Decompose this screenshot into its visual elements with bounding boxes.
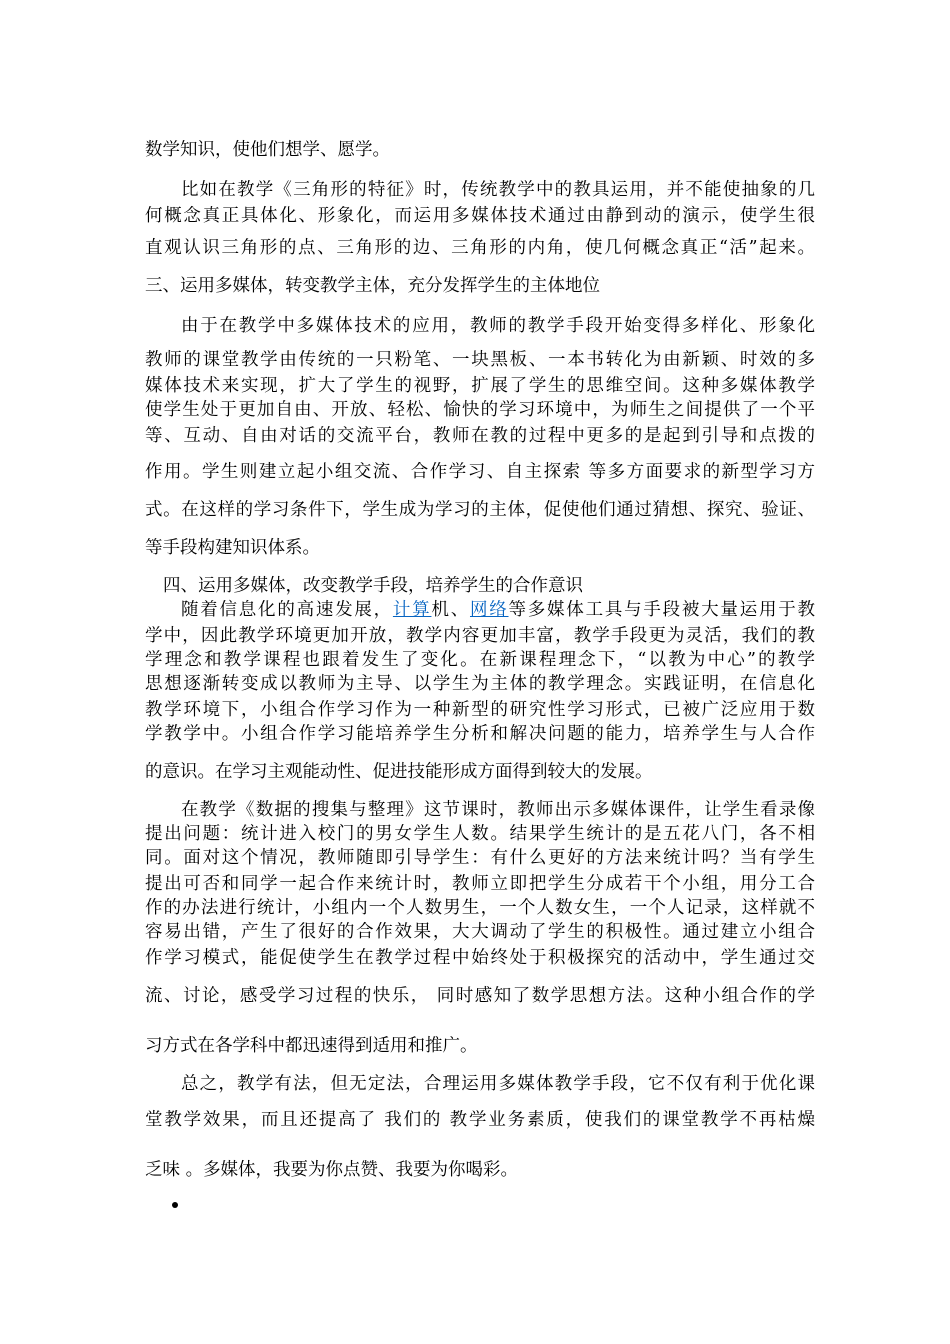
section-heading: 四、运用多媒体，改变教学手段，培养学生的合作意识 [163, 576, 583, 596]
text-span: 机、 [431, 600, 470, 620]
text-line: 提出问题：统计进入校门的男女学生人数。结果学生统计的是五花八门，各不相 [145, 824, 815, 844]
text-line: 容易出错，产生了很好的合作效果，大大调动了学生的积极性。通过建立小组合 [145, 922, 815, 942]
text-line: 作用。学生则建立起小组交流、合作学习、自主探索 等多方面要求的新型学习方 [145, 462, 815, 482]
link-jisuan[interactable]: 计算 [392, 600, 432, 620]
text-line: 由于在教学中多媒体技术的应用，教师的教学手段开始变得多样化、形象化 [181, 316, 815, 336]
text-line: 等手段构建知识体系。 [145, 538, 320, 558]
text-line: 同。面对这个情况，教师随即引导学生：有什么更好的方法来统计吗？当有学生 [145, 848, 815, 868]
text-line: 式。在这样的学习条件下，学生成为学习的主体，促使他们通过猜想、探究、验证、 [145, 500, 815, 520]
text-line: 等、互动、自由对话的交流平台，教师在教的过程中更多的是起到引导和点拨的 [145, 426, 815, 446]
text-line: 的意识。在学习主观能动性、促进技能形成方面得到较大的发展。 [145, 762, 653, 782]
text-line: 教师的课堂教学由传统的一只粉笔、一块黑板、一本书转化为由新颖、时效的多 [145, 350, 815, 370]
list-bullet [172, 1202, 178, 1208]
text-line: 数学知识，使他们想学、愿学。 [145, 140, 390, 160]
link-wangluo[interactable]: 网络 [469, 600, 509, 620]
text-line: 媒体技术来实现，扩大了学生的视野，扩展了学生的思维空间。这种多媒体教学 [145, 376, 815, 396]
text-line [181, 598, 815, 622]
text-line: 使学生处于更加自由、开放、轻松、愉快的学习环境中，为师生之间提供了一个平 [145, 400, 815, 420]
text-line: 乏味 。多媒体，我要为你点赞、我要为你喝彩。 [145, 1160, 519, 1180]
text-line: 堂教学效果，而且还提高了 我们的 教学业务素质，使我们的课堂教学不再枯燥 [145, 1110, 815, 1130]
text-span: 随着信息化的高速发展， [181, 600, 393, 620]
text-line: 流、讨论，感受学习过程的快乐， 同时感知了数学思想方法。这种小组合作的学 [145, 986, 815, 1006]
text-line: 学理念和教学课程也跟着发生了变化。在新课程理念下，“以教为中心”的教学 [145, 650, 815, 670]
text-line: 直观认识三角形的点、三角形的边、三角形的内角，使几何概念真正“活”起来。 [145, 238, 815, 258]
text-line: 教学环境下，小组合作学习作为一种新型的研究性学习形式，已被广泛应用于数 [145, 700, 815, 720]
text-line: 学教学中。小组合作学习能培养学生分析和解决问题的能力，培养学生与人合作 [145, 724, 815, 744]
text-line: 作的办法进行统计，小组内一个人数男生，一个人数女生，一个人记录，这样就不 [145, 898, 815, 918]
text-line: 提出可否和同学一起合作来统计时，教师立即把学生分成若干个小组，用分工合 [145, 874, 815, 894]
text-line: 学中，因此教学环境更加开放，教学内容更加丰富，教学手段更为灵活，我们的教 [145, 626, 815, 646]
text-line: 习方式在各学科中都迅速得到适用和推广。 [145, 1036, 478, 1056]
text-line: 在教学《数据的搜集与整理》这节课时，教师出示多媒体课件，让学生看录像 [181, 800, 815, 820]
text-line: 总之，教学有法，但无定法，合理运用多媒体教学手段，它不仅有利于优化课 [181, 1074, 815, 1094]
text-line: 思想逐渐转变成以教师为主导、以学生为主体的教学理念。实践证明，在信息化 [145, 674, 815, 694]
text-line: 比如在教学《三角形的特征》时，传统教学中的教具运用，并不能使抽象的几 [181, 180, 815, 200]
section-heading: 三、运用多媒体，转变教学主体，充分发挥学生的主体地位 [145, 276, 600, 296]
text-line: 何概念真正具体化、形象化，而运用多媒体技术通过由静到动的演示，使学生很 [145, 206, 815, 226]
text-line: 作学习模式，能促使学生在教学过程中始终处于积极探究的活动中，学生通过交 [145, 948, 815, 968]
text-span: 等多媒体工具与手段被大量运用于教 [508, 600, 815, 620]
